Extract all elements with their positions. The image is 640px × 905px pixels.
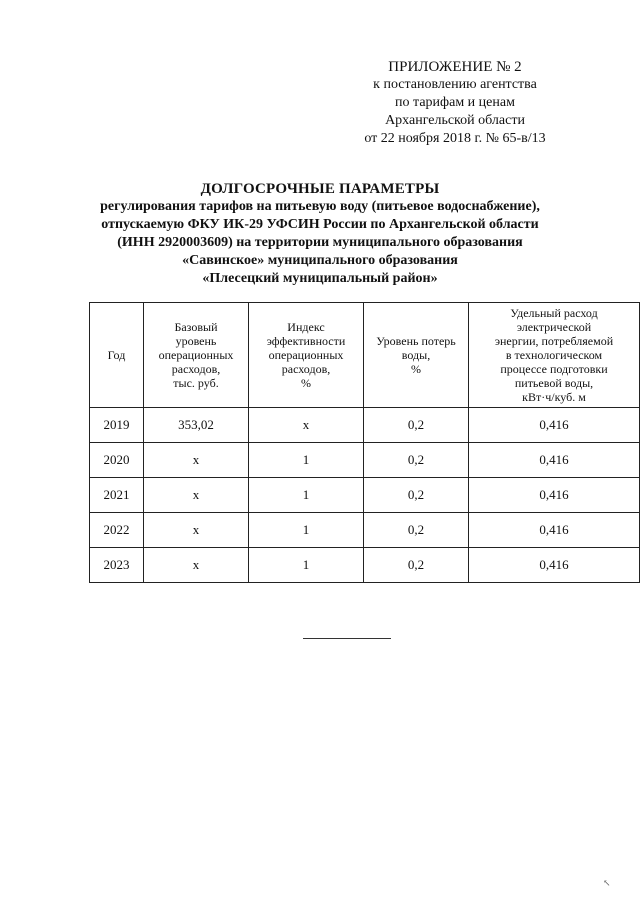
appendix-block xyxy=(360,58,550,148)
appendix-line: от 22 ноября 2018 г. № 65-в/13 xyxy=(364,131,546,146)
cell-year: 2019 xyxy=(90,408,144,443)
cell-energy-consumption: 0,416 xyxy=(469,408,640,443)
cell-year: 2022 xyxy=(90,513,144,548)
cell-water-loss: 0,2 xyxy=(364,478,469,513)
appendix-title: ПРИЛОЖЕНИЕ № 2 xyxy=(388,59,522,75)
header-line: кВт·ч/куб. м xyxy=(522,390,586,404)
cell-base-opex: х xyxy=(144,478,249,513)
cell-efficiency-index: х xyxy=(249,408,364,443)
table-row xyxy=(90,443,640,478)
header-line: эффективности xyxy=(266,334,346,348)
cell-efficiency-index: 1 xyxy=(249,443,364,478)
cell-water-loss: 0,2 xyxy=(364,443,469,478)
header-year xyxy=(90,303,144,408)
heading-line: (ИНН 2920003609) на территории муниципального образования xyxy=(117,235,523,250)
header-line: % xyxy=(301,376,311,390)
header-line: тыс. руб. xyxy=(173,376,219,390)
header-line: Индекс xyxy=(287,320,325,334)
table-row xyxy=(90,548,640,583)
header-line: Удельный расход xyxy=(510,306,598,320)
cell-water-loss: 0,2 xyxy=(364,548,469,583)
cell-energy-consumption: 0,416 xyxy=(469,548,640,583)
header-line: операционных xyxy=(268,348,344,362)
header-line: уровень xyxy=(175,334,217,348)
cell-water-loss: 0,2 xyxy=(364,408,469,443)
scan-mark-icon: ↖ xyxy=(603,878,611,888)
header-line: в технологическом xyxy=(505,348,603,362)
header-efficiency-index xyxy=(249,303,364,408)
cell-water-loss: 0,2 xyxy=(364,513,469,548)
cell-energy-consumption: 0,416 xyxy=(469,513,640,548)
cell-base-opex: х xyxy=(144,513,249,548)
appendix-line: Архангельской области xyxy=(385,113,525,128)
header-line: расходов, xyxy=(281,362,331,376)
closing-divider xyxy=(303,638,391,639)
appendix-line: к постановлению агентства xyxy=(373,77,537,92)
cell-energy-consumption: 0,416 xyxy=(469,443,640,478)
table-row xyxy=(90,478,640,513)
header-line: расходов, xyxy=(171,362,221,376)
cell-efficiency-index: 1 xyxy=(249,513,364,548)
cell-energy-consumption: 0,416 xyxy=(469,478,640,513)
header-line: Базовый xyxy=(174,320,218,334)
cell-year: 2020 xyxy=(90,443,144,478)
header-base-opex xyxy=(144,303,249,408)
document-title: ДОЛГОСРОЧНЫЕ ПАРАМЕТРЫ xyxy=(200,181,440,197)
parameters-table xyxy=(89,302,640,583)
table-header-row xyxy=(90,303,640,408)
header-line: операционных xyxy=(158,348,234,362)
appendix-line: по тарифам и ценам xyxy=(395,95,515,110)
cell-year: 2021 xyxy=(90,478,144,513)
header-line: Год xyxy=(107,348,126,362)
heading-line: регулирования тарифов на питьевую воду (питьевое водоснабжение), xyxy=(100,199,540,214)
cell-base-opex: х xyxy=(144,443,249,478)
heading-line: «Плесецкий муниципальный район» xyxy=(202,271,438,286)
cell-base-opex: 353,02 xyxy=(144,408,249,443)
header-line: питьевой воды, xyxy=(514,376,594,390)
table-row xyxy=(90,408,640,443)
header-water-loss xyxy=(364,303,469,408)
heading-line: «Савинское» муниципального образования xyxy=(182,253,458,268)
header-line: Уровень потерь xyxy=(376,334,456,348)
header-line: % xyxy=(411,362,421,376)
header-line: электрической xyxy=(516,320,592,334)
cell-year: 2023 xyxy=(90,548,144,583)
header-line: энергии, потребляемой xyxy=(494,334,614,348)
cell-base-opex: х xyxy=(144,548,249,583)
cell-efficiency-index: 1 xyxy=(249,548,364,583)
header-line: воды, xyxy=(401,348,431,362)
header-line: процессе подготовки xyxy=(500,362,608,376)
header-energy-consumption xyxy=(469,303,640,408)
heading-line: отпускаемую ФКУ ИК-29 УФСИН России по Архангельской области xyxy=(101,217,539,232)
table-row xyxy=(90,513,640,548)
cell-efficiency-index: 1 xyxy=(249,478,364,513)
document-heading xyxy=(60,180,580,288)
